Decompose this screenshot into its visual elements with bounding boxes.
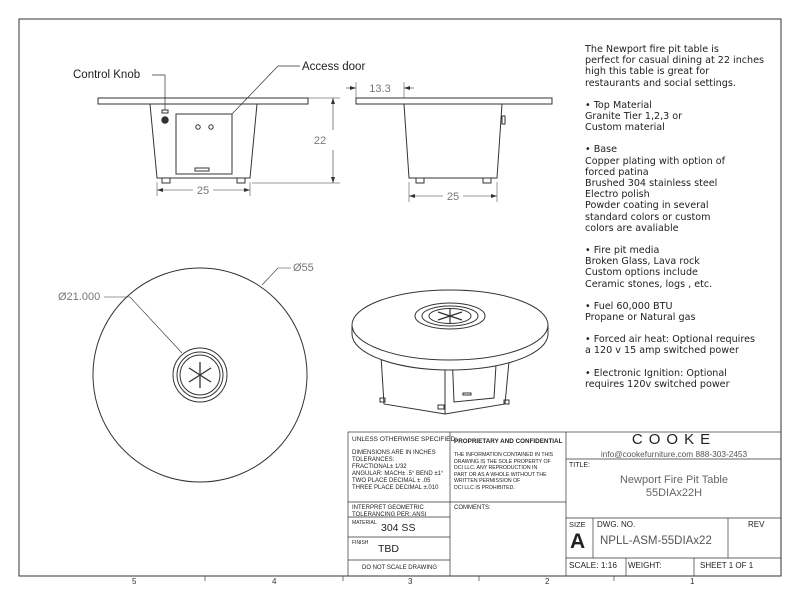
title-line-2: 55DIAx22H [645, 487, 703, 499]
interpret-geometric: INTERPRET GEOMETRIC [352, 505, 424, 511]
front-base [150, 104, 257, 178]
side-overhang-dim: 13.3 [369, 83, 391, 95]
inner-dia-leader [104, 297, 182, 353]
tolerances: TOLERANCES: [352, 457, 395, 463]
control-knob [162, 117, 168, 123]
zone-4: 4 [272, 577, 277, 586]
material-label: MATERIAL [352, 520, 377, 526]
weight-text: WEIGHT: [628, 561, 662, 570]
do-not-scale: DO NOT SCALE DRAWING [362, 565, 438, 571]
top-outer-dia: Ø55 [293, 262, 314, 274]
tolerance-block [352, 450, 443, 492]
description-intro: The Newport fire pit table is perfect for casual dining at 22 inches high this table is great for restaurants and social settings. [585, 44, 765, 89]
description-fuel: • Fuel 60,000 BTU Propane or Natural gas [585, 300, 696, 324]
zone-2: 2 [545, 577, 550, 586]
zone-3: 3 [408, 577, 413, 586]
tol-fractional: FRACTIONAL± 1/32 [352, 464, 407, 470]
description-forced-air: • Forced air heat: Optional requires a 120 v 15 amp switched power [585, 334, 755, 357]
tol-three-place: THREE PLACE DECIMAL ±.010 [352, 485, 439, 491]
dims-in-inches: DIMENSIONS ARE IN INCHES [352, 450, 436, 456]
zone-5: 5 [132, 577, 137, 586]
scale-text: SCALE: 1:16 [569, 560, 617, 570]
description-fire-pit-media: • Fire pit media Broken Glass, Lava rock Custom options include Ceramic stones, logs , etc. [585, 245, 713, 290]
iso-view [352, 290, 548, 414]
product-description [585, 44, 790, 401]
description-top-material: • Top Material Granite Tier 1,2,3 or Custom material [585, 99, 683, 134]
side-view [346, 82, 552, 202]
dwg-no-value: NPLL-ASM-55DIAx22 [600, 535, 712, 547]
company-logo: COOKE [631, 431, 717, 448]
side-foot-right [483, 178, 491, 183]
interpret-block [352, 505, 426, 519]
front-view [98, 66, 340, 196]
top-view [93, 268, 307, 482]
description-ignition: • Electronic Ignition: Optional requires 120v switched power [585, 367, 730, 390]
proprietary-text: THE INFORMATION CONTAINED IN THIS DRAWING IS THE SOLE PROPERTY OF DCI LLC. ANY REPRODUCTION IN PART OR AS A WHOLE WITHOUT THE WRITTEN PERMISSION OF DCI LLC IS PROHIBITED. [454, 452, 554, 491]
size-value: A [570, 530, 586, 553]
front-foot-left [162, 178, 170, 183]
size-label: SIZE [569, 520, 586, 529]
zone-1: 1 [690, 577, 695, 586]
access-door-label: Access door [302, 61, 366, 73]
description-base: • Base Copper plating with option of forced patina Brushed 304 stainless steel Electro polish Powder coating in several standard colors or custom colors are avaliable [585, 144, 725, 234]
proprietary-title: PROPRIETARY AND CONFIDENTIAL [454, 438, 563, 445]
control-knob-label: Control Knob [73, 69, 141, 81]
front-height-dim: 22 [313, 135, 327, 147]
side-base-dim: 25 [446, 191, 460, 203]
company-contact: info@cookefurniture.com 888-303-2453 [600, 449, 748, 459]
top-inner-dia: Ø21.000 [58, 291, 101, 303]
front-foot-right [237, 178, 245, 183]
top-burner-spokes [189, 362, 211, 388]
title-label: TITLE: [569, 462, 591, 469]
side-table-top [356, 98, 552, 104]
side-knob [502, 116, 505, 124]
sheet-text: SHEET 1 OF 1 [700, 561, 754, 570]
side-base [404, 104, 502, 178]
dwg-no-label: DWG. NO. [597, 520, 636, 529]
rev-label: REV [748, 520, 765, 529]
title-line-1: Newport Fire Pit Table [619, 474, 728, 486]
side-foot-left [416, 178, 424, 183]
finish-label: FINISH [352, 540, 369, 546]
outer-dia-leader [262, 268, 291, 285]
finish-value: TBD [378, 543, 399, 555]
front-width-dim: 25 [196, 185, 210, 197]
material-value: 304 SS [381, 522, 416, 534]
tol-angular: ANGULAR: MACH± .5° BEND ±1° [352, 471, 444, 477]
unless-specified: UNLESS OTHERWISE SPECIFIED: [352, 436, 457, 443]
tolerancing-per: TOLERANCING PER: ANSI [352, 512, 427, 518]
front-table-top [98, 98, 308, 104]
comments-label: COMMENTS: [454, 505, 491, 511]
tol-two-place: TWO PLACE DECIMAL ± .05 [352, 478, 431, 484]
